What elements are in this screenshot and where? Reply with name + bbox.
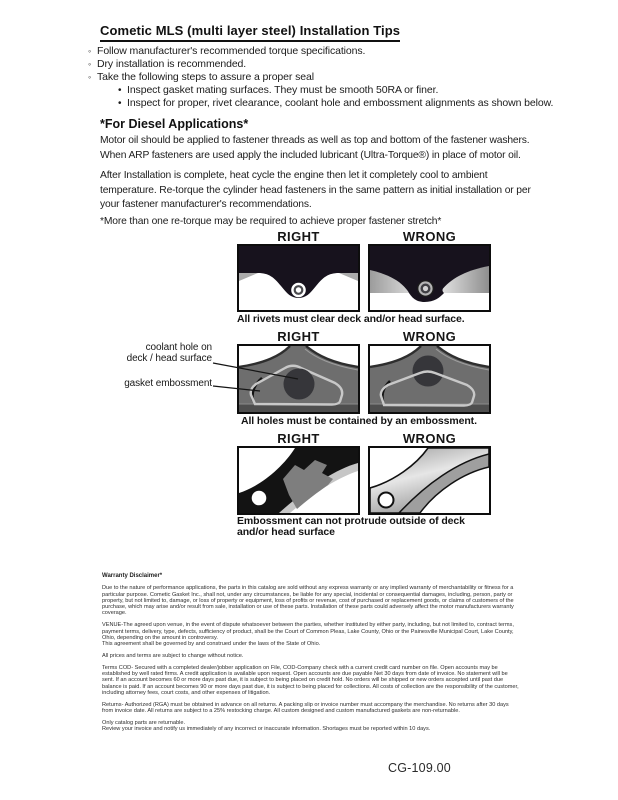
tip-text: Inspect gasket mating surfaces. They must be smooth 50RA or finer. xyxy=(127,84,439,96)
protrusion-wrong-diagram xyxy=(370,448,489,513)
tip-subitem xyxy=(118,84,558,97)
diesel-paragraph-2: After Installation is complete, heat cycle the engine then let it completely cool to ambient temperature. Re-torque the cylinder head fasteners in the same pattern as initial installation or per your fastener manufacturer's recommendations. xyxy=(100,170,531,210)
rivet-icon xyxy=(291,283,306,298)
figure-rivet-right xyxy=(237,244,360,312)
right-label-row3: RIGHT xyxy=(277,431,320,446)
caption-row1: All rivets must clear deck and/or head surface. xyxy=(237,313,465,325)
annotation-text: coolant hole on xyxy=(145,342,212,353)
open-bullet-icon: ◦ xyxy=(88,46,92,56)
warranty-paragraph: All prices and terms are subject to change without notice. xyxy=(102,652,244,659)
caption-line: Embossment can not protrude outside of deck xyxy=(237,515,465,527)
rivet-clearance-right-diagram xyxy=(239,246,358,310)
right-label-row2: RIGHT xyxy=(277,329,320,344)
tip-text: Inspect for proper, rivet clearance, coolant hole and embossment alignments as shown below. xyxy=(127,97,554,109)
annotation-text: deck / head surface xyxy=(126,353,212,364)
tip-item xyxy=(88,71,558,84)
caption-row2: All holes must be contained by an embossment. xyxy=(241,415,477,427)
warranty-paragraph: Review your invoice and notify us immediately of any incorrect or inaccurate information. Shortages must be reported within 10 days. xyxy=(102,726,431,733)
bolt-hole xyxy=(379,493,394,508)
filled-bullet-icon: • xyxy=(118,98,122,109)
diesel-applications-heading: *For Diesel Applications* xyxy=(100,117,249,131)
tip-text: Dry installation is recommended. xyxy=(97,58,247,70)
caption-line: and/or head surface xyxy=(237,526,335,538)
warranty-disclaimer-section xyxy=(102,573,520,732)
wrong-label-row2: WRONG xyxy=(402,329,457,344)
page-title: Cometic MLS (multi layer steel) Installation Tips xyxy=(100,23,400,42)
caption-row3 xyxy=(237,516,487,538)
diesel-paragraph-1: Motor oil should be applied to fastener threads as well as top and bottom of the fastener washers. When ARP fasteners are used apply the included lubricant (Ultra-Torque®) in place of motor oil. xyxy=(100,135,530,161)
figure-protrude-right xyxy=(237,446,360,515)
tip-text: Take the following steps to assure a proper seal xyxy=(97,71,314,83)
warranty-heading: Warranty Disclaimer* xyxy=(102,573,163,579)
installation-tips-list xyxy=(88,45,558,110)
page-code: CG-109.00 xyxy=(388,761,451,775)
tip-item xyxy=(88,45,558,58)
tip-text: Follow manufacturer's recommended torque specifications. xyxy=(97,45,366,57)
rivet-icon xyxy=(418,281,434,297)
rivet-clearance-wrong-diagram xyxy=(370,246,489,310)
tip-subitem xyxy=(118,97,558,110)
figure-rivet-wrong xyxy=(368,244,491,312)
open-bullet-icon: ◦ xyxy=(88,59,92,69)
figure-protrude-wrong xyxy=(368,446,491,515)
bolt-hole xyxy=(252,491,267,506)
warranty-paragraph: VENUE-The agreed upon venue, in the event of dispute whatsoever between the parties, whether instituted by either party, including, but not limited to, contract terms, payment terms, delivery, type, defects, sufficiency of product, shall be the Court of Common Pleas, Lake County, Ohio or the Painesville Municipal Court, Lake County, Ohio, depending on the amount in controversy. xyxy=(102,622,514,641)
protrusion-right-diagram xyxy=(239,448,358,513)
filled-bullet-icon: • xyxy=(118,85,122,96)
warranty-paragraph: Due to the nature of performance applications, the parts in this catalog are sold without any express warranty or any implied warranty of merchantability or fitness for a particular purpose. Cometic Gasket Inc., shall not, under any circumstances, be liable for any special, incidental or consequential damages, including, person, party or property, but not limited to, damage, or loss of property or equipment, loss of profits or revenue, cost of purchased or replacement goods, or claims of customers of the purchase, which may arise and/or result from sale, installation or use of these parts. Installation of these parts could adversely affect the motor manufacturers warranty coverage. xyxy=(102,585,514,617)
warranty-paragraph: Returns- Authorized (RGA) must be obtained in advance on all returns. A packing slip or invoice number must accompany the merchandise. No returns after 30 days from invoice date. All returns are subject to a 25% restocking charge. All custom designed and custom manufactured gaskets are non-returnable. xyxy=(102,701,509,715)
figure-hole-wrong xyxy=(368,344,491,414)
annotation-leader-lines xyxy=(212,358,304,398)
right-label-row1: RIGHT xyxy=(277,229,320,244)
open-bullet-icon: ◦ xyxy=(88,72,92,82)
retorque-note: *More than one re-torque may be required to achieve proper fastener stretch* xyxy=(100,216,442,227)
gasket-embossment-annotation xyxy=(90,378,212,389)
tip-item xyxy=(88,58,558,71)
annotation-text: gasket embossment xyxy=(124,378,212,389)
hole-embossment-wrong-diagram xyxy=(370,346,489,412)
wrong-label-row3: WRONG xyxy=(402,431,457,446)
wrong-label-row1: WRONG xyxy=(402,229,457,244)
warranty-paragraph: Only catalog parts are returnable. xyxy=(102,719,186,726)
warranty-paragraph: Terms COD- Secured with a completed dealer/jobber application on File, COD-Company check with a current credit card number on file. Open accounts may be established by well rated firms. A credit application is available upon request. Open accounts are due payable Net 30 days from date of invoice. No statement will be sent. If an account becomes 60 or more days past due, it is subject to being placed on credit hold. No orders will be shipped or new orders accepted until past due balance is paid. If an account becomes 90 or more days past due, it is subject to being placed for collections. All costs of collection are the responsibility of the customer, including attorney fees, court costs, and other expenses of litigation. xyxy=(102,664,519,696)
warranty-paragraph: This agreement shall be governed by and construed under the laws of the State of Ohio. xyxy=(102,641,321,648)
coolant-hole-annotation xyxy=(90,342,212,364)
